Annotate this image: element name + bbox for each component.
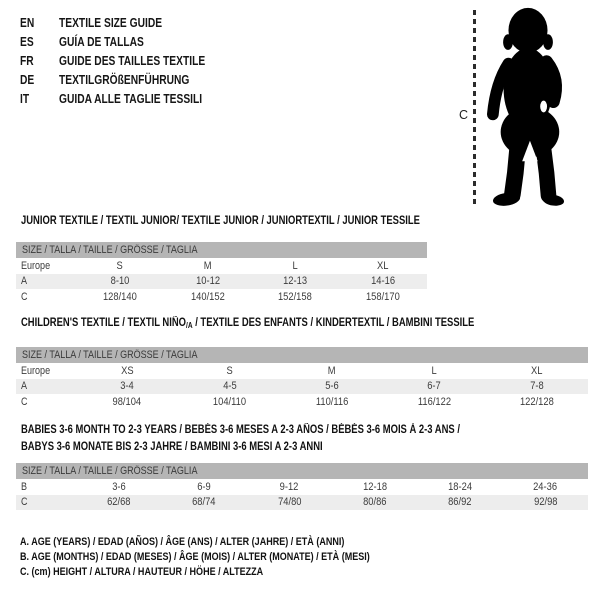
size-cell: L (292, 259, 298, 272)
table-row (16, 289, 427, 305)
size-cell: 6-9 (197, 480, 211, 493)
table-row (16, 479, 588, 495)
size-cell: 14-16 (371, 275, 396, 288)
language-code: DE (20, 72, 35, 87)
size-cell: 86/92 (448, 496, 472, 509)
size-cell: 122/128 (519, 395, 554, 408)
size-cell: M (203, 259, 212, 272)
table-row (16, 394, 588, 410)
language-row (20, 32, 237, 51)
row-label: C (21, 496, 28, 509)
size-cell: 98/104 (112, 395, 142, 408)
language-list (20, 13, 237, 108)
size-cell: 128/140 (102, 290, 137, 303)
language-code: IT (20, 91, 30, 106)
height-measure-label: C (459, 108, 469, 122)
row-label: C (21, 395, 28, 408)
table-row (16, 495, 588, 511)
junior-section-heading: JUNIOR TEXTILE / TEXTIL JUNIOR/ TEXTILE JUNIOR / JUNIORTEXTIL / JUNIOR TESSILE (21, 215, 420, 227)
row-label: A (21, 275, 28, 288)
size-cell: 4-5 (222, 380, 237, 393)
size-cell: 3-4 (120, 380, 134, 393)
size-cell: 9-12 (279, 480, 299, 493)
language-row (20, 51, 237, 70)
size-header-bar: SIZE / TALLA / TAILLE / GRÖSSE / TAGLIA (16, 463, 588, 479)
row-label: A (21, 380, 28, 393)
size-cell: 80/86 (362, 496, 387, 509)
language-row (20, 70, 237, 89)
size-cell: 12-18 (362, 480, 387, 493)
footnote-c: C. (cm) HEIGHT / ALTURA / HAUTEUR / HÖHE / ALTEZZA (20, 566, 264, 579)
toddler-silhouette-icon (481, 5, 575, 210)
size-cell: L (431, 364, 438, 377)
children-section-heading: CHILDREN'S TEXTILE / TEXTIL $NIÑO_{/A}$ / TEXTILE DES ENFANTS / KINDERTEXTIL / BAMBINI TESSILE (21, 317, 475, 330)
size-cell: 104/110 (213, 395, 247, 408)
babies-size-table (16, 463, 588, 510)
language-row (20, 89, 237, 108)
size-cell: 158/170 (366, 290, 401, 303)
size-cell: S (226, 364, 233, 377)
size-header-bar: SIZE / TALLA / TAILLE / GRÖSSE / TAGLIA (16, 347, 588, 363)
size-cell: XS (120, 364, 134, 377)
heading-subscript: /A (186, 321, 193, 330)
language-title: TEXTILGRÖßENFÜHRUNG (59, 72, 190, 87)
size-header-bar: SIZE / TALLA / TAILLE / GRÖSSE / TAGLIA (16, 242, 427, 258)
size-cell: 92/98 (533, 496, 557, 509)
size-cell: 68/74 (192, 496, 216, 509)
size-cell: 12-13 (283, 275, 308, 288)
language-title: TEXTILE SIZE GUIDE (59, 15, 163, 30)
table-row (16, 274, 427, 290)
language-code: EN (20, 15, 35, 30)
size-cell: S (116, 259, 123, 272)
size-cell: 140/152 (190, 290, 225, 303)
row-label: Europe (21, 364, 51, 377)
junior-size-table (16, 242, 427, 305)
table-row (16, 363, 588, 379)
row-label: B (21, 480, 28, 493)
table-row (16, 379, 588, 395)
language-title: GUIDA ALLE TAGLIE TESSILI (59, 91, 203, 106)
language-code: ES (20, 34, 34, 49)
language-title: GUÍA DE TALLAS (59, 34, 144, 49)
size-cell: 152/158 (278, 290, 313, 303)
size-cell: 3-6 (111, 480, 126, 493)
size-cell: 74/80 (277, 496, 302, 509)
size-cell: 110/116 (315, 395, 349, 408)
size-cell: 7-8 (530, 380, 544, 393)
table-row (16, 258, 427, 274)
footnote-a: A. AGE (YEARS) / EDAD (AÑOS) / ÂGE (ANS) / ALTER (JAHRE) / ETÀ (ANNI) (20, 536, 345, 548)
size-cell: M (328, 364, 336, 377)
size-cell: 5-6 (325, 380, 339, 393)
size-cell: 8-10 (110, 275, 130, 288)
language-row (20, 13, 237, 32)
babies-section-heading: BABIES 3-6 MONTH TO 2-3 YEARS / BEBÉS 3-6 MESES A 2-3 AÑOS / BÉBÉS 3-6 MOIS À 2-3 ANS / BABYS 3-6 MONATE BIS 2-3 JAHRE / BAMBINI 3-6 MESI A 2-3 ANNI (21, 424, 460, 453)
size-cell: 24-36 (533, 480, 558, 493)
children-size-table (16, 347, 588, 410)
language-code: FR (20, 53, 34, 68)
size-cell: 62/68 (106, 496, 131, 509)
footnotes (20, 536, 447, 582)
size-cell: XL (377, 259, 389, 272)
row-label: Europe (21, 259, 51, 272)
size-cell: 6-7 (427, 380, 442, 393)
language-title: GUIDE DES TAILLES TEXTILE (59, 53, 206, 68)
size-cell: 116/122 (417, 395, 451, 408)
size-cell: 18-24 (448, 480, 472, 493)
height-dash-line (473, 10, 476, 206)
size-cell: 10-12 (195, 275, 220, 288)
row-label: C (21, 290, 28, 303)
footnote-b: B. AGE (MONTHS) / EDAD (MESES) / ÂGE (MOIS) / ALTER (MONATE) / ETÀ (MESI) (20, 551, 370, 564)
size-cell: XL (531, 364, 543, 377)
